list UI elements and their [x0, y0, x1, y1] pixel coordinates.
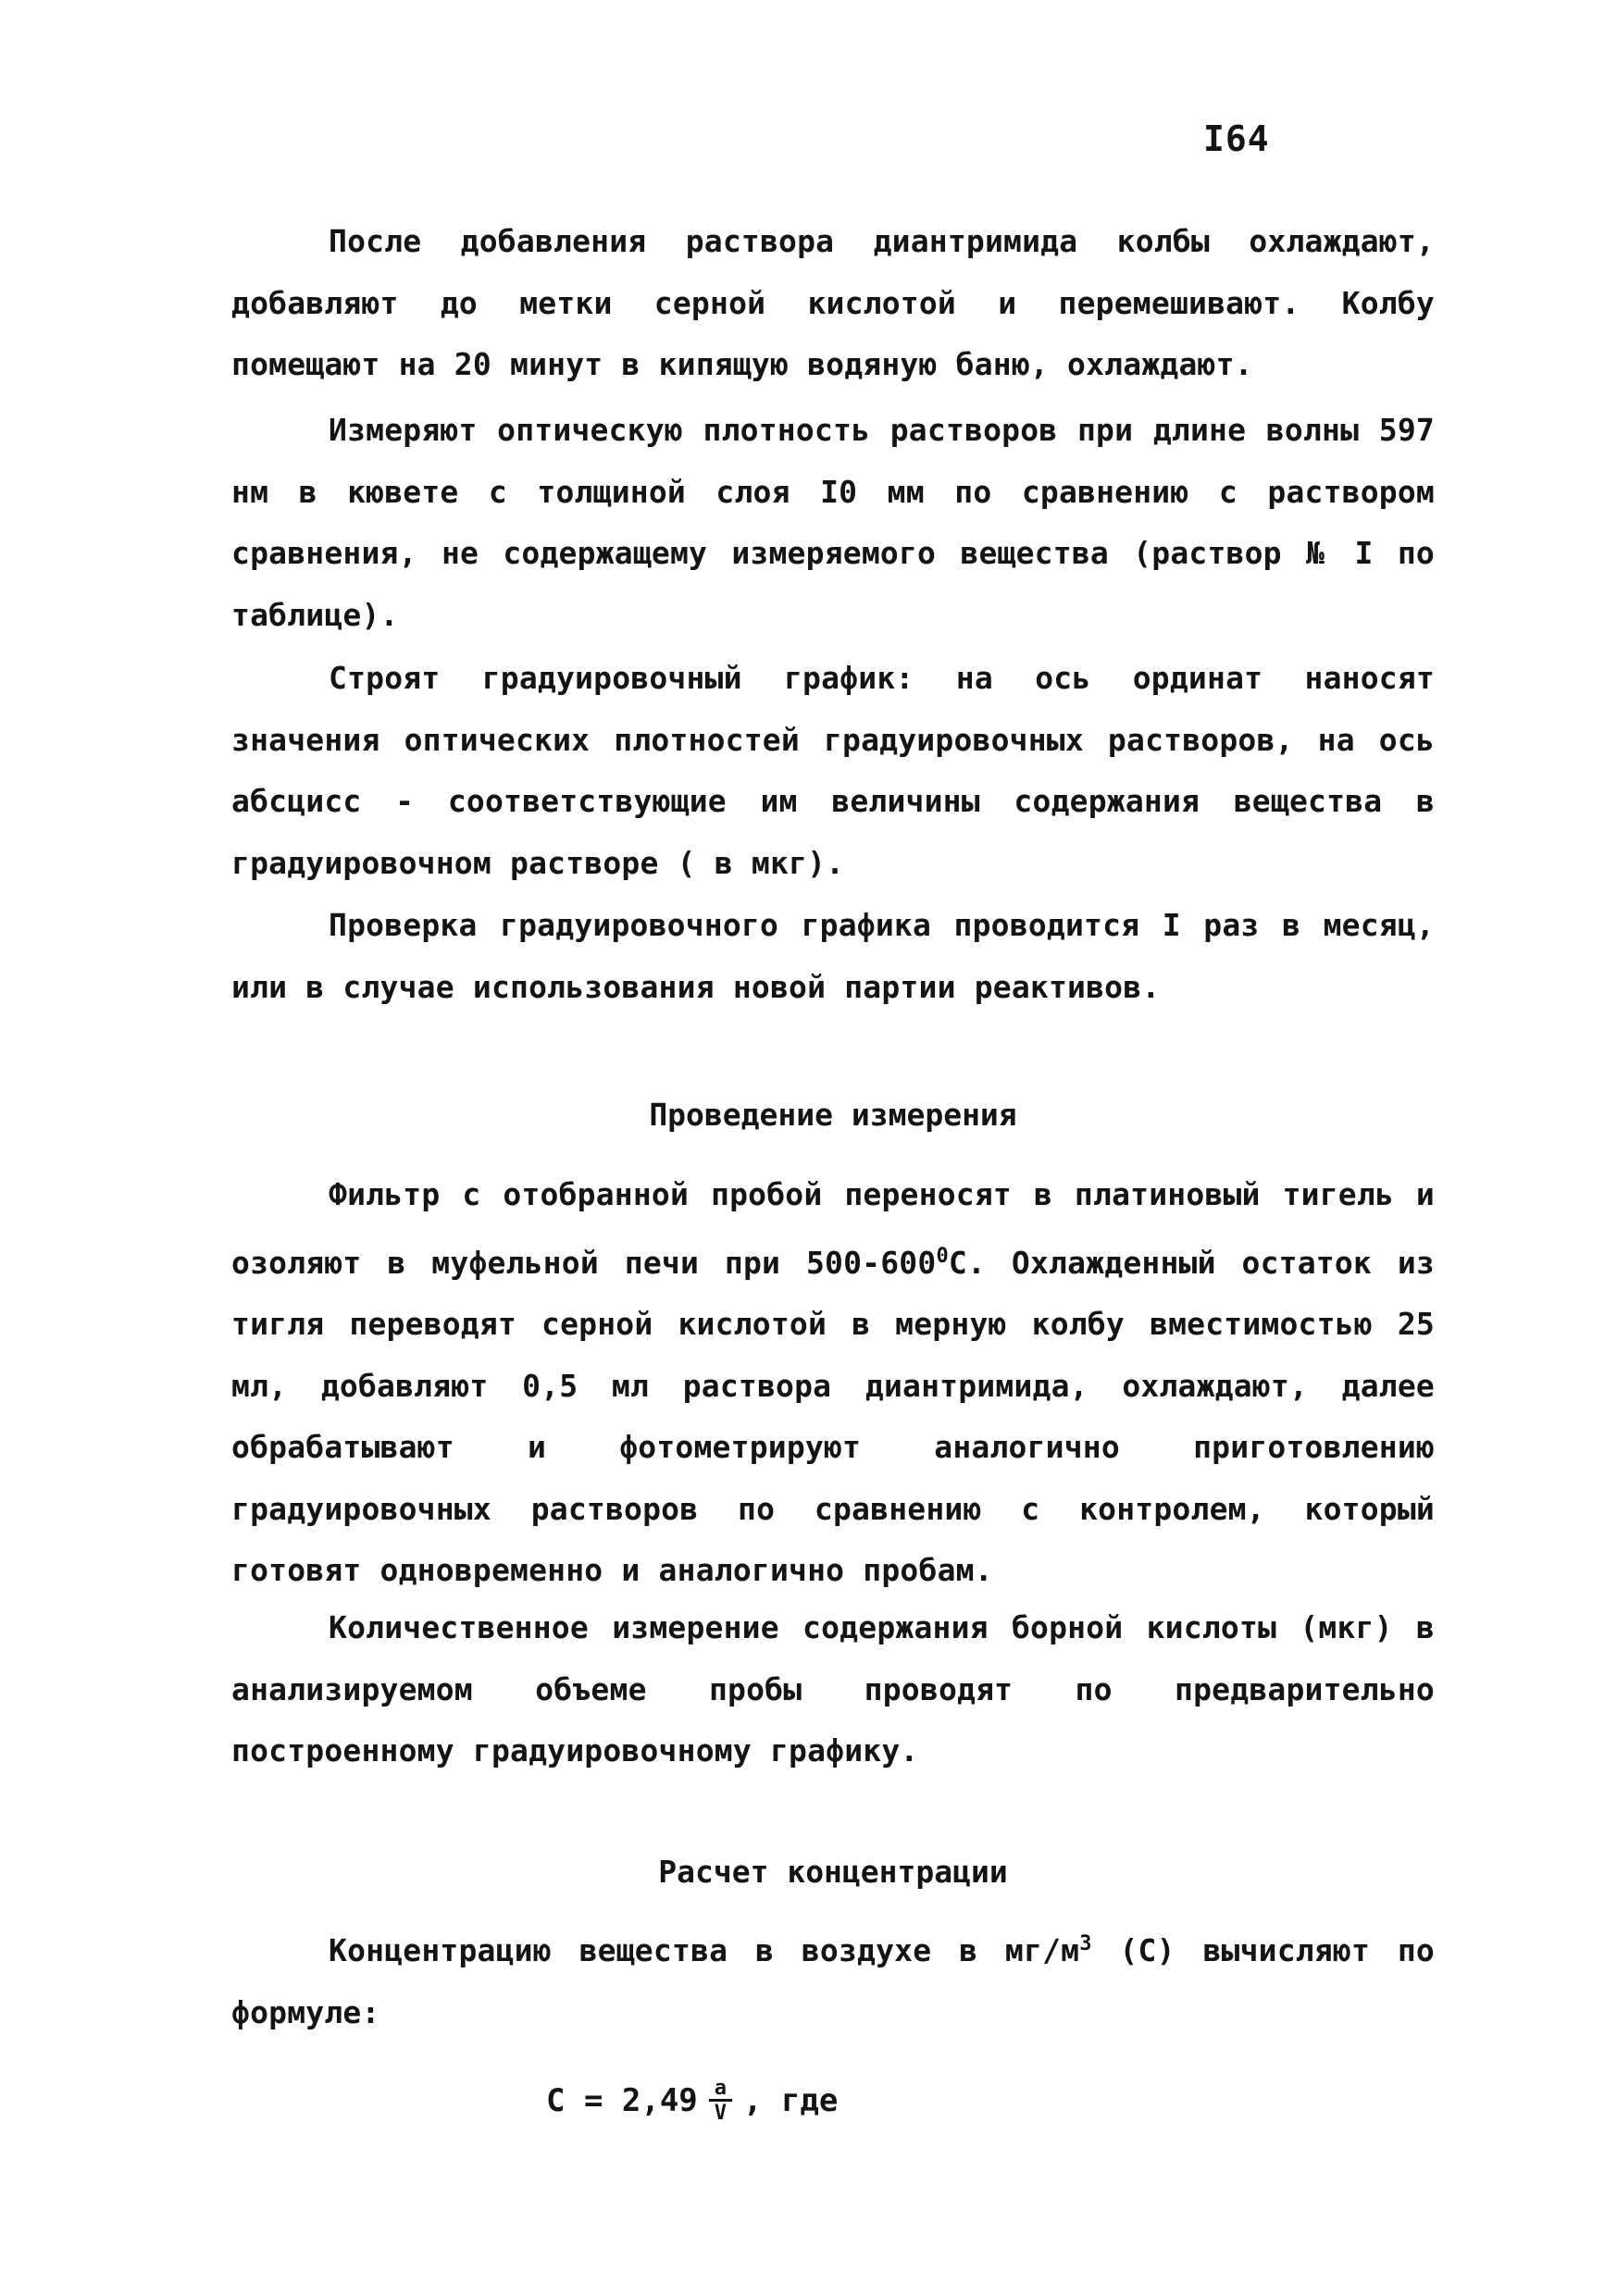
- page-number: I64: [1203, 118, 1270, 159]
- paragraph-calibration-check: Проверка градуировочного графика проводится I раз в месяц, или в случае использования новой партии реактивов.: [231, 907, 1435, 1005]
- formula-fraction: [709, 2076, 732, 2125]
- measurement-text-start: Фильтр с отобранной пробой переносят в платиновый тигель и озоляют в муфельной печи при 500-600: [231, 1176, 1435, 1281]
- formula-numerator: a: [709, 2079, 732, 2102]
- formula-suffix: , где: [743, 2082, 839, 2119]
- heading-calculation: Расчет концентрации: [658, 1854, 1008, 1890]
- paragraph-cooling: После добавления раствора диантримида колбы охлаждают, добавляют до метки серной кислотой и перемешивают. Колбу помещают на 20 минут в кипящую водяную баню, охлаждают.: [231, 223, 1435, 382]
- paragraph-concentration: [231, 1914, 1435, 2043]
- paragraph-quantitative-measurement: Количественное измерение содержания борной кислоты (мкг) в анализируемом объеме пробы проводят по предварительно построенному градуировочному графику.: [231, 1609, 1435, 1769]
- formula-lhs: С = 2,49: [546, 2082, 698, 2119]
- concentration-text-end: (С) вычисляют по формуле:: [231, 1932, 1436, 2030]
- paragraph-calibration-graph: Строят градуировочный график: на ось ординат наносят значения оптических плотностей градуировочных растворов, на ось абсцисс - соответствующие им величины содержания вещества в градуировочном растворе ( в мкг).: [231, 660, 1435, 881]
- formula-denominator: V: [714, 2101, 728, 2125]
- concentration-text-start: Концентрацию вещества в воздухе в мг/м: [329, 1932, 1080, 1968]
- paragraph-measurement-procedure: [231, 1164, 1435, 1602]
- concentration-formula: [546, 2078, 838, 2124]
- paragraph-optical-density: Измеряют оптическую плотность растворов при длине волны 597 нм в кювете с толщиной слоя I0 мм по сравнению с раствором сравнения, не содержащему измеряемого вещества (раствор № I по таблице).: [231, 412, 1435, 633]
- cubic-exponent: 3: [1079, 1932, 1092, 1955]
- degree-sign: 0: [936, 1244, 949, 1268]
- measurement-text-end: С. Охлажденный остаток из тигля переводят серной кислотой в мерную колбу вместимостью 25 мл, добавляют 0,5 мл раствора диантримида, охлаждают, далее обрабатывают и фотометрируют аналогично приготовлению градуировочных растворов по сравнению с контролем, который готовят одновременно и аналогично пробам.: [231, 1244, 1436, 1588]
- heading-measurement: Проведение измерения: [649, 1097, 1017, 1133]
